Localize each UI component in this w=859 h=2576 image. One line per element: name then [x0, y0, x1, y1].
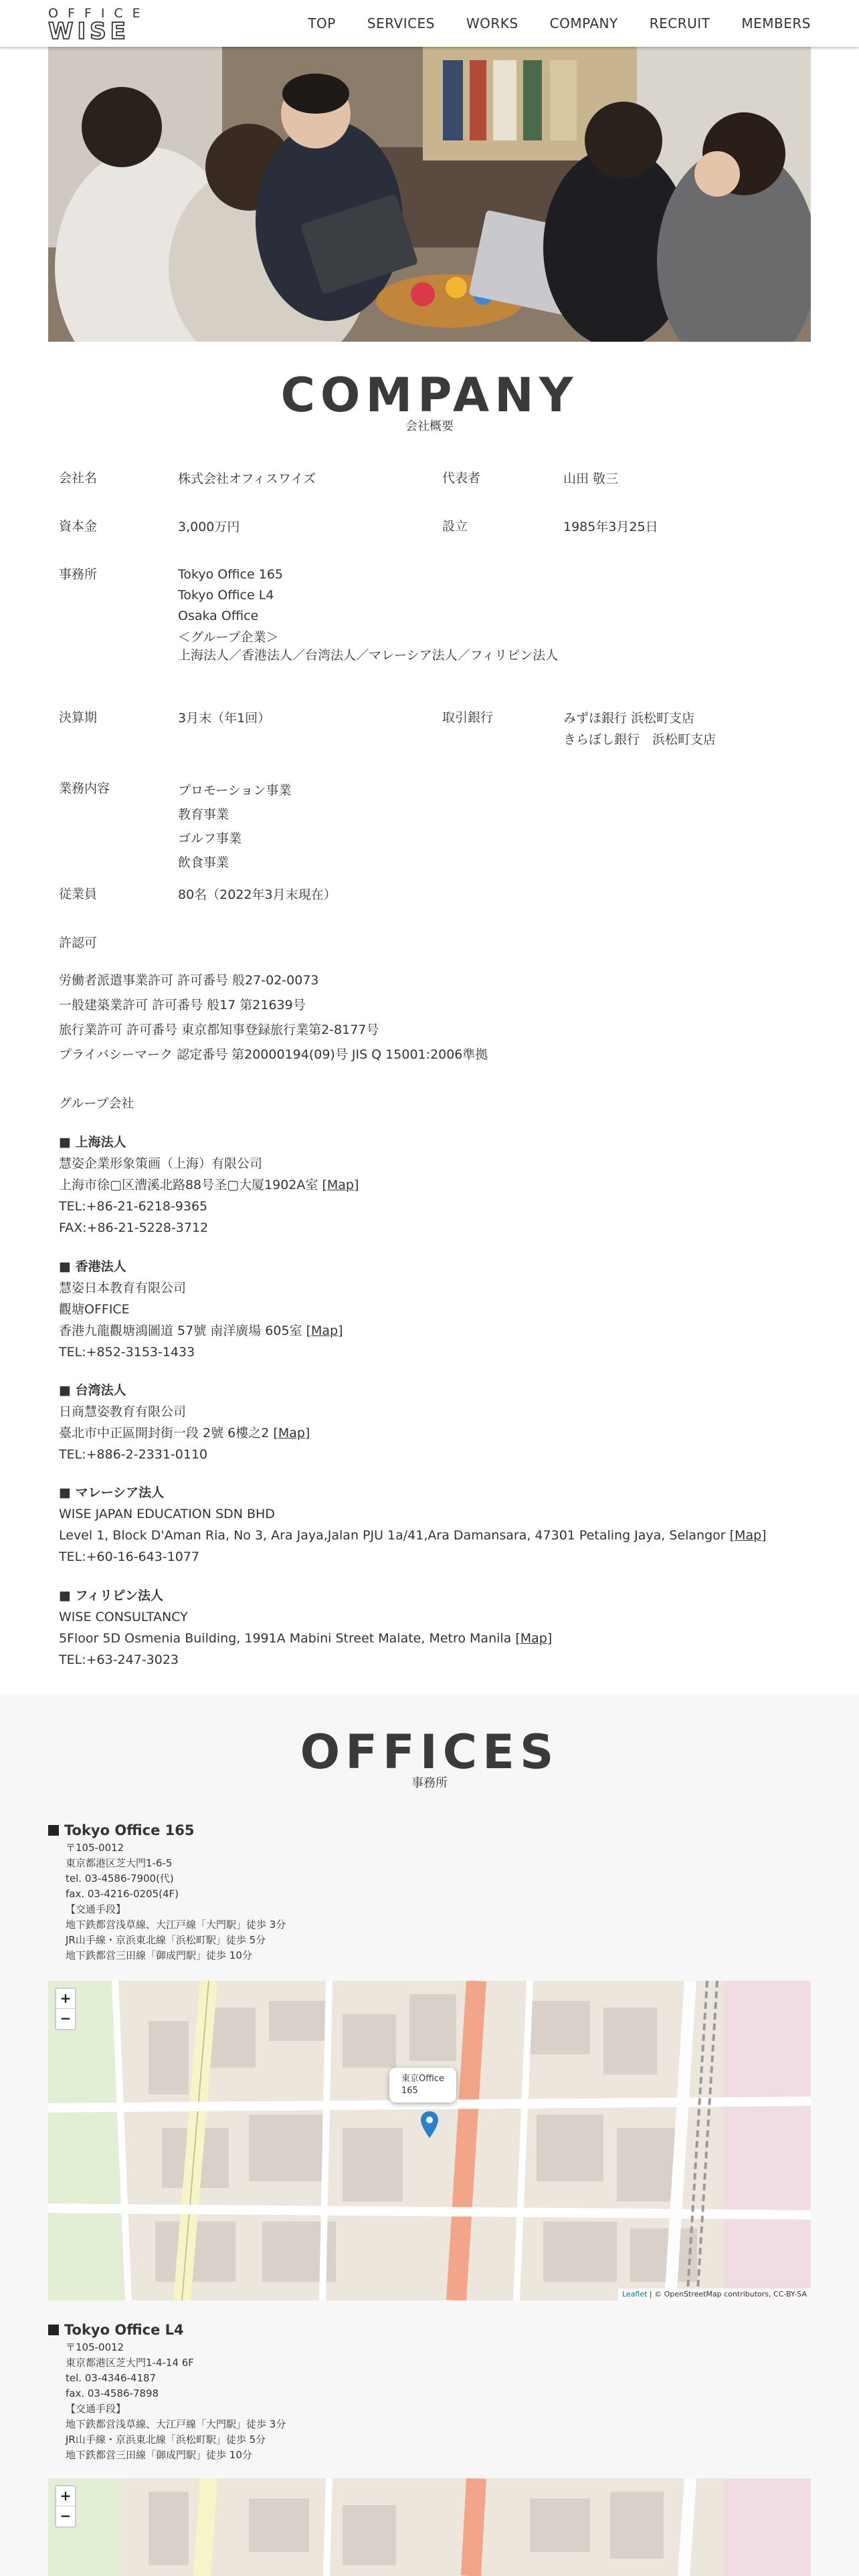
popup-line: 東京Office [401, 2074, 444, 2084]
group-fax: FAX:+86-21-5228-3712 [59, 1220, 209, 1235]
group-label: グループ会社 [59, 1096, 134, 1111]
nav-members[interactable]: MEMBERS [741, 15, 811, 31]
office-info-line: 地下鉄都営三田線「御成門駅」徒歩 10分 [66, 2449, 252, 2461]
map-tiles [48, 2478, 811, 2576]
leaflet-link[interactable]: Leaflet [622, 2290, 648, 2298]
licenses-block [59, 932, 801, 1067]
map-link-malaysia[interactable]: Map [735, 1528, 762, 1543]
office-info-line: 〒105-0012 [66, 1842, 124, 1854]
business-value-3: ゴルフ事業 [178, 831, 242, 846]
representative-value: 山田 敬三 [563, 471, 619, 486]
group-shanghai [59, 1132, 801, 1239]
business-label: 業務内容 [59, 781, 110, 796]
map-link-philippines[interactable]: Map [520, 1631, 547, 1646]
nav-company[interactable]: COMPANY [549, 15, 618, 31]
office-info-line: 【交通手段】 [66, 1903, 126, 1915]
group-line: 慧姿企業形象策画（上海）有限公司 [59, 1156, 263, 1171]
office-value-2: Tokyo Office L4 [178, 588, 274, 603]
group-philippines [59, 1585, 801, 1671]
office-info-line: JR山手線・京浜東北線「浜松町駅」徒歩 5分 [66, 1934, 266, 1946]
group-tel: TEL:+886-2-2331-0110 [59, 1447, 208, 1462]
office-values [178, 564, 558, 663]
nav-top[interactable]: TOP [308, 15, 336, 31]
business-value-1: プロモーション事業 [178, 783, 292, 798]
zoom-out-button[interactable]: − [60, 2508, 72, 2524]
map-link-shanghai[interactable]: Map [326, 1178, 354, 1192]
offices-section-title [0, 1725, 859, 1791]
site-header [0, 0, 859, 47]
square-bullet-icon [48, 1825, 59, 1836]
map-link-taiwan[interactable]: Map [278, 1426, 305, 1440]
office-info-line: 地下鉄都営浅草線、大江戸線「大門駅」徒歩 3分 [66, 1919, 286, 1931]
office-label: 事務所 [59, 567, 98, 582]
hero-photo [48, 47, 811, 342]
staff-label: 従業員 [59, 887, 98, 901]
group-line: WISE JAPAN EDUCATION SDN BHD [59, 1507, 275, 1521]
founded-label: 設立 [442, 519, 468, 534]
map-popup[interactable] [389, 2068, 456, 2103]
group-line: WISE CONSULTANCY [59, 1610, 188, 1624]
company-heading: COMPANY [280, 368, 579, 423]
office-info-line: 地下鉄都営浅草線、大江戸線「大門駅」徒歩 3分 [66, 2418, 286, 2430]
fiscal-value: 3月末（年1回） [178, 711, 271, 726]
popup-line: 165 [401, 2086, 418, 2096]
business-values [178, 778, 291, 875]
office-info-line: tel. 03-4586-7900(代) [66, 1872, 174, 1885]
founded-value: 1985年3月25日 [563, 520, 658, 534]
group-malaysia [59, 1482, 801, 1568]
license-item: 旅行業許可 許可番号 東京都知事登録旅行業第2-8177号 [59, 1023, 379, 1037]
zoom-in-button[interactable]: + [56, 2486, 75, 2506]
group-address: 5Floor 5D Osmenia Building, 1991A Mabini Street Malate, Metro Manila [Map] [59, 1631, 553, 1646]
nav-recruit[interactable]: RECRUIT [649, 15, 710, 31]
business-value-2: 教育事業 [178, 807, 229, 822]
office-info-line: 〒105-0012 [66, 2341, 124, 2353]
name-value: 株式会社オフィスワイズ [178, 471, 316, 486]
group-taiwan [59, 1380, 801, 1465]
office-info-line: 東京都港区芝大門1-4-14 6F [66, 2357, 194, 2369]
office-info-line: fax. 03-4216-0205(4F) [66, 1888, 179, 1900]
bank-label: 取引銀行 [442, 710, 494, 725]
group-tel: TEL:+63-247-3023 [59, 1652, 179, 1667]
office-info-line: tel. 03-4346-4187 [66, 2372, 157, 2384]
representative-label: 代表者 [442, 471, 481, 486]
group-companies-heading: ＜グループ企業＞ [178, 630, 279, 645]
map-tiles [48, 1981, 811, 2300]
group-address: Level 1, Block D'Aman Ria, No 3, Ara Jaya,Jalan PJU 1a/41,Ara Damansara, 47301 Petaling Jaya, Selangor [Map] [59, 1528, 767, 1543]
bank-values [563, 708, 716, 750]
office-info-line: 東京都港区芝大門1-6-5 [66, 1857, 173, 1869]
group-companies-block [59, 1093, 801, 1114]
group-address: 香港九龍觀塘鴻圖道 57號 南洋廣場 605室 [Map] [59, 1323, 343, 1338]
nav-works[interactable]: WORKS [466, 15, 518, 31]
office-name-l4: Tokyo Office L4 [48, 2320, 184, 2340]
office-info-line: 地下鉄都営三田線「御成門駅」徒歩 10分 [66, 1949, 252, 1961]
group-companies-list: 上海法人／香港法人／台湾法人／マレーシア法人／フィリピン法人 [178, 648, 559, 663]
office-info-165 [66, 1840, 286, 1963]
group-address: 臺北市中正區開封街一段 2號 6樓之2 [Map] [59, 1426, 310, 1440]
group-heading: ■ フィリピン法人 [59, 1588, 164, 1603]
license-item: 一般建築業許可 許可番号 般17 第21639号 [59, 998, 306, 1012]
group-line: 日商慧姿教育有限公司 [59, 1404, 187, 1419]
map-zoom-control [55, 2485, 76, 2528]
group-tel: TEL:+60-16-643-1077 [59, 1549, 200, 1564]
logo-wordmark-icon [48, 21, 162, 40]
licenses-list [59, 968, 801, 1067]
zoom-out-button[interactable]: − [60, 2010, 72, 2026]
office-name-165: Tokyo Office 165 [48, 1820, 194, 1840]
staff-value: 80名（2022年3月末現在） [178, 887, 337, 902]
map-link-hongkong[interactable]: Map [311, 1323, 339, 1338]
main-nav [276, 0, 811, 47]
group-address: 上海市徐▢区漕溪北路88号圣▢大厦1902A室 [Map] [59, 1178, 359, 1192]
nav-services[interactable]: SERVICES [367, 15, 435, 31]
fiscal-label: 決算期 [59, 710, 98, 725]
license-item: 労働者派遣事業許可 許可番号 般27-02-0073 [59, 973, 319, 988]
map-attribution: Leaflet | © OpenStreetMap contributors, CC-BY-SA [618, 2288, 811, 2300]
company-subheading: 会社概要 [405, 419, 454, 433]
offices-subheading: 事務所 [411, 1776, 448, 1790]
office-info-line: fax. 03-4586-7898 [66, 2387, 159, 2399]
office-wise-logo[interactable] [48, 7, 162, 40]
company-section-title [0, 368, 859, 434]
map-zoom-control [55, 1988, 76, 2030]
group-heading: ■ マレーシア法人 [59, 1485, 165, 1500]
group-tel: TEL:+86-21-6218-9365 [59, 1199, 208, 1214]
office-value-1: Tokyo Office 165 [178, 567, 284, 582]
offices-heading: OFFICES [300, 1725, 559, 1780]
capital-value: 3,000万円 [178, 520, 240, 534]
group-heading: ■ 台湾法人 [59, 1383, 126, 1398]
office-map-l4[interactable] [48, 2478, 811, 2576]
group-line: 觀塘OFFICE [59, 1302, 130, 1317]
office-value-3: Osaka Office [178, 609, 259, 623]
business-value-4: 飲食事業 [178, 855, 229, 870]
zoom-in-button[interactable]: + [56, 1989, 75, 2009]
name-label: 会社名 [59, 471, 98, 486]
group-heading: ■ 香港法人 [59, 1259, 126, 1274]
bank-value-2: きらぼし銀行 浜松町支店 [563, 732, 717, 747]
square-bullet-icon [48, 2325, 59, 2335]
office-info-l4 [66, 2340, 286, 2463]
group-tel: TEL:+852-3153-1433 [59, 1345, 195, 1360]
group-hongkong [59, 1256, 801, 1363]
office-map-165[interactable] [48, 1981, 811, 2300]
office-info-line: JR山手線・京浜東北線「浜松町駅」徒歩 5分 [66, 2434, 266, 2446]
capital-label: 資本金 [59, 519, 98, 534]
bank-value-1: みずほ銀行 浜松町支店 [563, 711, 695, 726]
licenses-label: 許認可 [59, 936, 98, 950]
map-marker-icon[interactable] [421, 2111, 438, 2138]
logo-bottom-text: WISE [48, 21, 130, 40]
office-info-line: 【交通手段】 [66, 2403, 126, 2415]
group-heading: ■ 上海法人 [59, 1135, 126, 1150]
group-line: 慧姿日本教育有限公司 [59, 1281, 187, 1295]
license-item: プライバシーマーク 認定番号 第20000194(09)号 JIS Q 15001:2006準拠 [59, 1047, 488, 1062]
logo-top-text: OFFICE [48, 6, 150, 21]
